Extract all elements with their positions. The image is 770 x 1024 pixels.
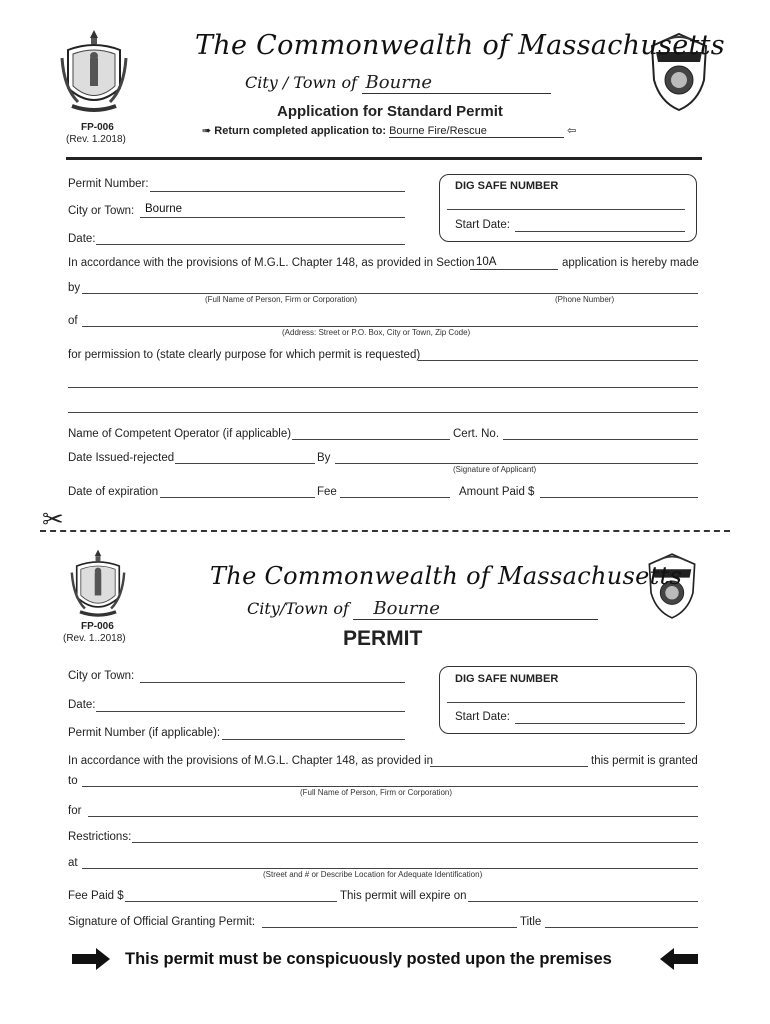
amount-paid-label: Amount Paid $: [459, 486, 535, 498]
date-label: Date:: [68, 233, 96, 245]
commonwealth-title-permit: The Commonwealth of Massachusetts: [210, 562, 683, 590]
of-label: of: [68, 315, 78, 327]
massachusetts-seal-icon: [58, 28, 130, 116]
arrow-icon: [660, 948, 698, 975]
permit-number-label: Permit Number (if applicable):: [68, 727, 221, 739]
city-town-value[interactable]: Bourne: [362, 72, 551, 94]
permit-grantee-field[interactable]: [82, 786, 698, 787]
fee-field[interactable]: [340, 497, 450, 498]
permit-section-field[interactable]: [430, 766, 588, 767]
fee-paid-label: Fee Paid $: [68, 890, 124, 902]
permit-form-id: FP-006: [81, 621, 114, 632]
permit-city-town-label: City or Town:: [68, 670, 135, 682]
purpose-label: for permission to (state clearly purpose for which permit is requested): [68, 349, 421, 361]
official-signature-label: Signature of Official Granting Permit:: [68, 916, 256, 928]
city-town-label: City / Town of: [245, 73, 358, 92]
permit-date-label: Date:: [68, 699, 96, 711]
permit-accordance-text: In accordance with the provisions of M.G.L. Chapter 148, as provided in: [68, 755, 434, 767]
purpose-line-2[interactable]: [68, 387, 698, 388]
permit-heading: PERMIT: [343, 627, 423, 650]
permit-at-label: at: [68, 857, 78, 869]
cert-field[interactable]: [503, 439, 698, 440]
expiration-field[interactable]: [160, 497, 315, 498]
city-or-town-value: Bourne: [145, 203, 183, 215]
start-date-label: Start Date:: [455, 219, 510, 231]
permit-dig-safe-field[interactable]: [447, 702, 685, 703]
return-value[interactable]: Bourne Fire/Rescue: [389, 125, 564, 138]
address-caption: (Address: Street or P.O. Box, City or Town, Zip Code): [282, 328, 471, 337]
by2-label: By: [317, 452, 331, 464]
scissors-icon: ✂: [42, 504, 64, 534]
permit-granted-text: this permit is granted: [591, 755, 698, 767]
permit-city-label: City/Town of: [247, 599, 349, 618]
operator-label: Name of Competent Operator (if applicable): [68, 428, 292, 440]
section-value: 10A: [476, 256, 497, 268]
dig-safe-label: DIG SAFE NUMBER: [455, 180, 559, 192]
return-label: Return completed application to:: [214, 125, 387, 137]
section-field[interactable]: [470, 269, 558, 270]
permit-for-field[interactable]: [88, 816, 698, 817]
location-field[interactable]: [82, 868, 698, 869]
address-field[interactable]: [82, 326, 698, 327]
city-town-row: [245, 72, 551, 94]
permit-dig-safe-label: DIG SAFE NUMBER: [455, 673, 559, 685]
massachusetts-seal-icon: [68, 548, 128, 620]
permit-date-field[interactable]: [96, 711, 405, 712]
title-field[interactable]: [545, 927, 698, 928]
application-made-text: application is hereby made: [562, 257, 699, 269]
applicant-name-field[interactable]: [82, 293, 698, 294]
permit-city-value[interactable]: Bourne: [353, 598, 598, 620]
arrow-icon: ➠: [202, 125, 212, 137]
title-label: Title: [520, 916, 542, 928]
permit-start-date-field[interactable]: [515, 723, 685, 724]
issued-field[interactable]: [175, 463, 315, 464]
permit-city-row: [247, 598, 598, 620]
restrictions-field[interactable]: [132, 842, 698, 843]
return-row: [202, 124, 576, 138]
applicant-signature-field[interactable]: [335, 463, 698, 464]
dig-safe-field[interactable]: [447, 209, 685, 210]
posted-notice: This permit must be conspicuously posted upon the premises: [125, 950, 612, 968]
permit-city-town-field[interactable]: [140, 682, 405, 683]
arrow-icon: [72, 948, 110, 975]
revision: (Rev. 1.2018): [66, 134, 126, 145]
city-or-town-field[interactable]: [140, 217, 405, 218]
expire-field[interactable]: [468, 901, 698, 902]
permit-number-field[interactable]: [222, 739, 405, 740]
purpose-line-3[interactable]: [68, 412, 698, 413]
date-field[interactable]: [96, 244, 405, 245]
restrictions-label: Restrictions:: [68, 831, 132, 843]
permit-for-label: for: [68, 805, 82, 817]
fee-paid-field[interactable]: [125, 901, 337, 902]
fee-label: Fee: [317, 486, 337, 498]
official-signature-field[interactable]: [262, 927, 517, 928]
permit-full-name-caption: (Full Name of Person, Firm or Corporation): [300, 788, 453, 797]
cert-label: Cert. No.: [453, 428, 500, 440]
by-label: by: [68, 282, 81, 294]
arrow-icon: ⇦: [567, 125, 577, 137]
permit-start-date-label: Start Date:: [455, 711, 510, 723]
city-or-town-label: City or Town:: [68, 205, 135, 217]
expiration-label: Date of expiration: [68, 486, 159, 498]
permit-revision: (Rev. 1..2018): [63, 633, 126, 644]
issued-label: Date Issued-rejected: [68, 452, 175, 464]
cut-line: [40, 530, 730, 532]
location-caption: (Street and # or Describe Location for Adequate Identification): [263, 870, 483, 879]
commonwealth-title: The Commonwealth of Massachusetts: [195, 30, 725, 61]
start-date-field[interactable]: [515, 231, 685, 232]
header-divider: [66, 157, 702, 160]
permit-number-field[interactable]: [150, 191, 405, 192]
full-name-caption: (Full Name of Person, Firm or Corporation): [205, 295, 358, 304]
permit-number-label: Permit Number:: [68, 178, 149, 190]
operator-field[interactable]: [292, 439, 450, 440]
purpose-field[interactable]: [418, 360, 698, 361]
accordance-text: In accordance with the provisions of M.G.L. Chapter 148, as provided in Section: [68, 257, 475, 269]
phone-caption: (Phone Number): [555, 295, 615, 304]
form-id: FP-006: [81, 122, 114, 133]
expire-label: This permit will expire on: [340, 890, 467, 902]
permit-to-label: to: [68, 775, 78, 787]
signature-caption: (Signature of Applicant): [453, 465, 537, 474]
application-heading: Application for Standard Permit: [277, 103, 503, 120]
amount-paid-field[interactable]: [540, 497, 698, 498]
